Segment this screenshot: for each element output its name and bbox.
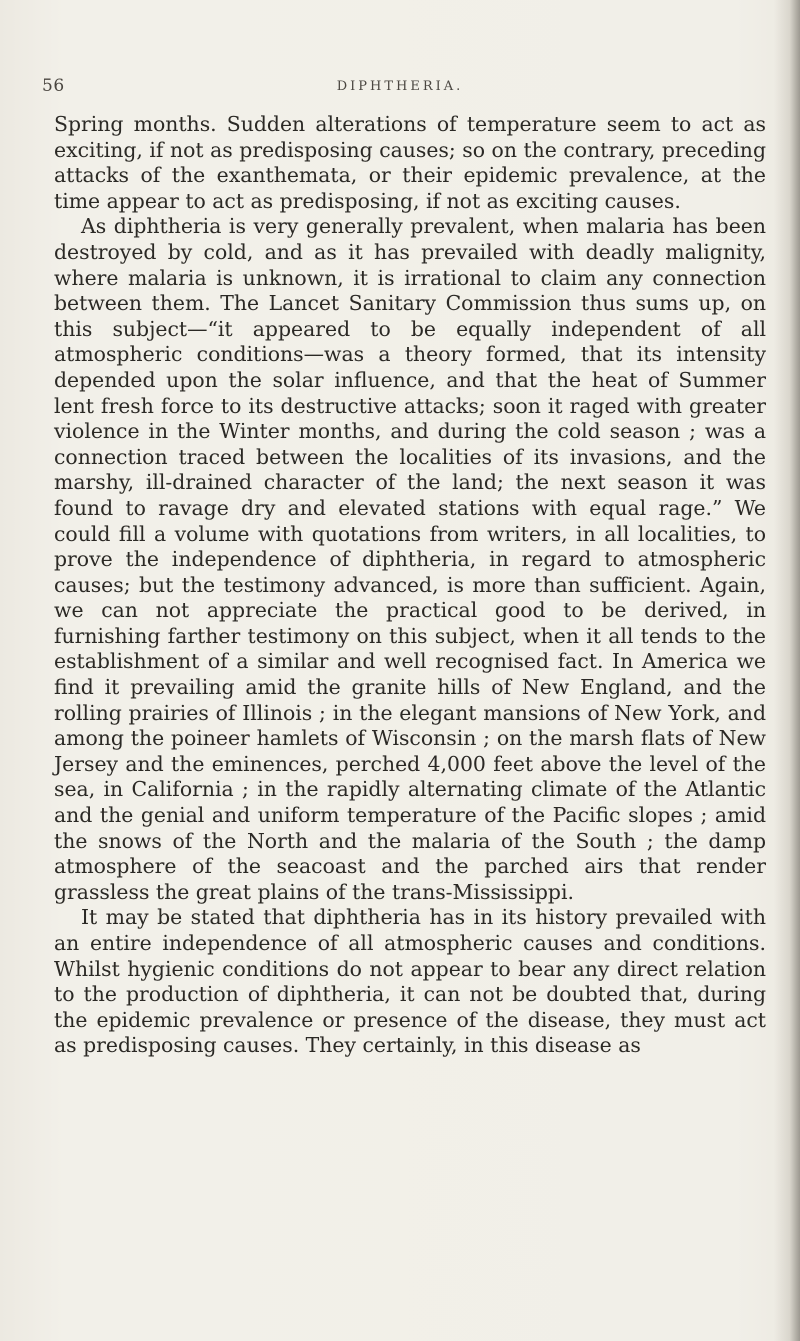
paragraph-atmospheric-independence: As diphtheria is very generally prevalent, when malaria has been destroyed by cold, and as it has prevailed with deadly malignity, where malaria is unknown, it is irrational to claim any connection between them. The Lancet Sanitary Commission thus sums up, on this subject—“it appeared to be equally independent of all atmospheric conditions—was a theory formed, that its intensity depended upon the solar influence, and that the heat of Summer lent fresh force to its destructive attacks; soon it raged with greater violence in the Winter months, and during the cold season ; was a connection traced between the localities of its invasions, and the marshy, ill-drained character of the land; the next season it was found to ravage dry and elevated stations with equal rage.” We could fill a volume with quotations from writers, in all localities, to prove the independence of diphtheria, in regard to atmospheric causes; but the testimony advanced, is more than sufficient. Again, we can not appreciate the practical good to be derived, in furnishing farther testimony on this subject, when it all tends to the establishment of a similar and well recognised fact. In America we find it prevailing amid the granite hills of New England, and the rolling prairies of Illinois ; in the elegant mansions of New York, and among the poineer hamlets of Wisconsin ; on the marsh flats of New Jersey and the eminences, perched 4,000 feet above the level of the sea, in California ; in the rapidly alternating climate of the Atlantic and the genial and uniform temperature of the Pacific slopes ; amid the snows of the North and the malaria of the South ; the damp atmosphere of the seacoast and the parched airs that render grassless the great plains of the trans-Mississippi. xyxy=(54,214,766,904)
running-head: DIPHTHERIA. xyxy=(336,79,464,94)
page-number: 56 xyxy=(42,76,65,96)
page-edge-shadow xyxy=(774,0,800,1341)
paragraph-continuation: Spring months. Sudden alterations of temperature seem to act as exciting, if not as predisposing causes; so on the contrary, preceding attacks of the exanthemata, or their epidemic prevalence, at the time appear to act as predisposing, if not as exciting causes. xyxy=(54,112,766,213)
page-header xyxy=(0,76,800,106)
body-text xyxy=(54,112,766,1059)
paragraph-hygienic-conditions: It may be stated that diphtheria has in its history prevailed with an entire independence of all atmospheric causes and conditions. Whilst hygienic conditions do not appear to bear any direct relation to the production of diphtheria, it can not be doubted that, during the epidemic prevalence or presence of the disease, they must act as predisposing causes. They certainly, in this disease as xyxy=(54,905,766,1058)
